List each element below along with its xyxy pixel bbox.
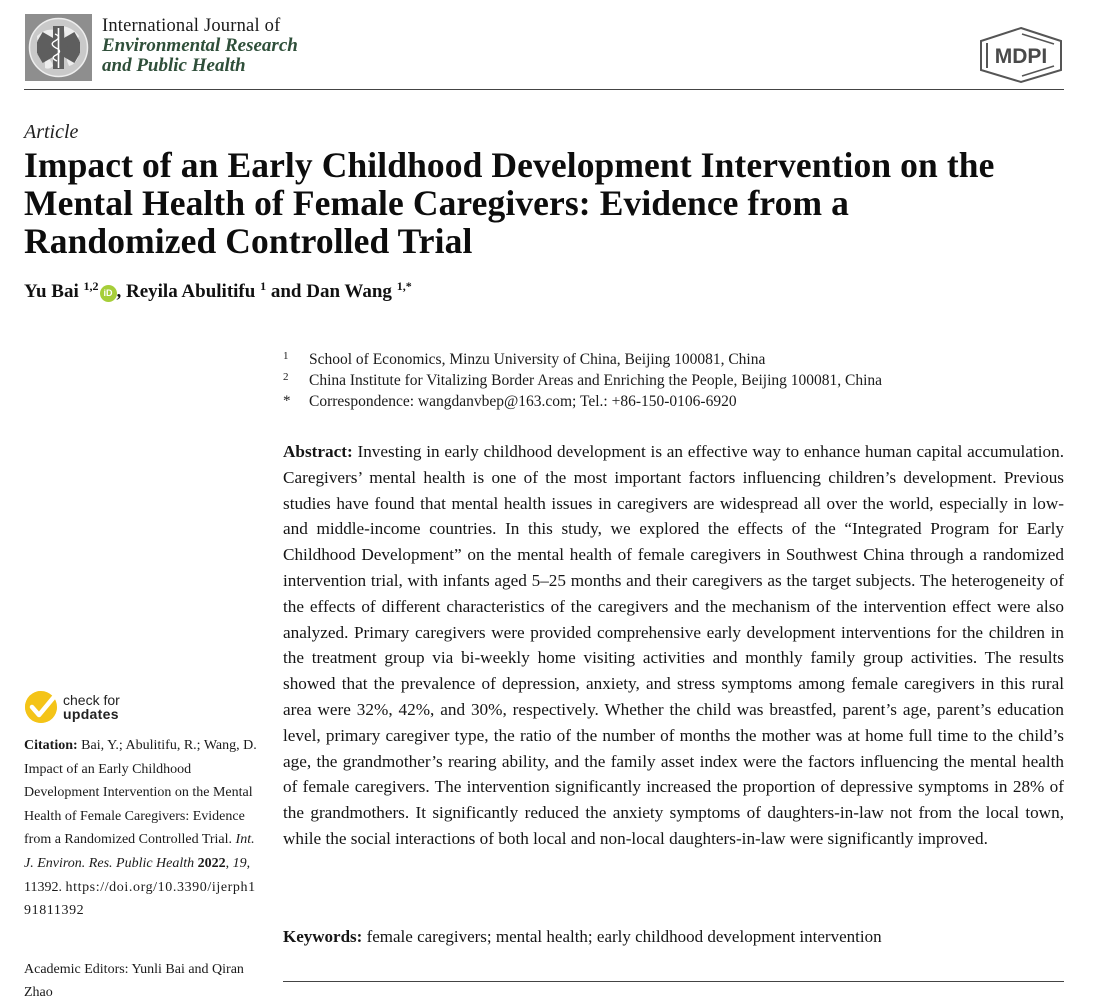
affiliation-text: School of Economics, Minzu University of China, Beijing 100081, China (309, 351, 766, 368)
citation-year: 2022 (197, 855, 226, 871)
keywords (283, 927, 882, 947)
correspondence-item (283, 391, 882, 412)
check-updates-icon (24, 690, 58, 724)
correspondence-marker: * (283, 393, 291, 409)
abstract-label: Abstract: (283, 442, 353, 461)
orcid-icon[interactable]: iD (100, 285, 117, 302)
journal-logo (25, 14, 92, 81)
check-updates-text (63, 693, 120, 721)
affiliation-marker: 2 (283, 371, 289, 383)
abstract (283, 439, 1064, 852)
author-affiliation-marker: 1 (260, 279, 267, 293)
mdpi-hexagon-icon (978, 26, 1064, 84)
author-name[interactable]: Dan Wang (306, 281, 392, 302)
journal-name-line3: and Public Health (102, 55, 246, 76)
keywords-text: female caregivers; mental health; early childhood development intervention (366, 927, 882, 946)
affiliation-text: China Institute for Vitalizing Border Areas and Enriching the People, Beijing 100081, China (309, 372, 883, 389)
article-title (24, 146, 1084, 260)
article-title-line: Randomized Controlled Trial (24, 221, 473, 261)
citation-journal: Int. J. Environ. Res. Public Health (24, 832, 255, 871)
academic-editors: Academic Editors: Yunli Bai and Qiran Zhao (24, 962, 244, 1000)
author-affiliation-marker: 1,2 (83, 279, 99, 293)
article-title-line: Mental Health of Female Caregivers: Evidence from a (24, 183, 849, 223)
citation: Citation: Bai, Y.; Abulitifu, R.; Wang, D. Impact of an Early Childhood Development Intervention on the Mental Health of Female Caregivers: Evidence from a Randomized Controlled Trial. Int. J. Environ. Res. Public Health 2022, 19, 11392. https://doi.org/10.3390/ijerph191811392 (24, 738, 257, 919)
keywords-label: Keywords: (283, 927, 363, 946)
section-divider (283, 981, 1064, 982)
check-updates-line1: check for (63, 692, 120, 708)
author-affiliation-marker: 1,* (396, 279, 412, 293)
mdpi-logo-text: MDPI (994, 45, 1048, 68)
check-for-updates-badge[interactable] (24, 690, 120, 724)
author-name[interactable]: Yu Bai (24, 281, 79, 302)
journal-name-line1: International Journal of (102, 16, 281, 36)
author-name[interactable]: Reyila Abulitifu (126, 281, 256, 302)
affiliations (283, 349, 882, 412)
mdpi-logo (978, 26, 1064, 84)
article-type: Article (24, 121, 79, 143)
author-separator: , (116, 281, 126, 302)
citation-article-number: 11392. (24, 879, 62, 895)
author-separator: and (266, 281, 307, 302)
citation-label: Citation: (24, 738, 78, 753)
affiliation-item (283, 370, 882, 391)
article-title-line: Impact of an Early Childhood Development Intervention on the (24, 145, 995, 185)
globe-caduceus-icon (25, 14, 92, 81)
abstract-text: Investing in early childhood development is an effective way to enhance human capital accumulation. Caregivers’ mental health is one of the most important factors influencing children’s development. Previous studies have found that mental health issues in caregivers are widespread all over the world, especially in low- and middle-income countries. In this study, we explored the effects of the “Integrated Program for Early Childhood Development” on the mental health of female caregivers in Southwest China through a randomized intervention trial, with infants aged 5–25 months and their caregivers as the target subjects. The heterogeneity of the effects of different characteristics of the caregivers and the mechanism of the intervention effect were also analyzed. Primary caregivers were provided comprehensive early development interventions for the children in the treatment group via bi-weekly home visiting activities and monthly family group activities. The results showed that the prevalence of depression, anxiety, and stress symptoms among female caregivers in this rural area were 32%, 42%, and 30%, respectively. Whether the child was breastfed, parent’s age, parent’s education level, primary caregiver type, the ratio of the number of months the mother was at home full time to the child’s age, the grandmother’s rearing ability, and the family asset index were the factors influencing the mental health of female caregivers. The intervention significantly increased the proportion of depressive symptoms in 28% of the grandmothers. It significantly reduced the anxiety symptoms of daughters-in-law not from the local town, while the social interactions of both local and non-local daughters-in-law were significantly improved. (283, 442, 1064, 848)
citation-doi-link[interactable]: https://doi.org/10.3390/ijerph191811392 (24, 879, 256, 919)
journal-name (102, 16, 298, 76)
header-divider (24, 89, 1064, 90)
journal-name-line2: Environmental Research (102, 35, 298, 56)
affiliation-marker: 1 (283, 350, 289, 362)
check-updates-line2: updates (63, 706, 119, 722)
affiliation-item (283, 349, 882, 370)
citation-text: Bai, Y.; Abulitifu, R.; Wang, D. Impact of an Early Childhood Development Intervention on the Mental Health of Female Caregivers: Evidence from a Randomized Controlled Trial. (24, 738, 257, 848)
correspondence-text[interactable]: Correspondence: wangdanvbep@163.com; Tel.: +86-150-0106-6920 (309, 393, 737, 410)
citation-volume: 19 (232, 855, 247, 871)
author-list (24, 281, 412, 303)
